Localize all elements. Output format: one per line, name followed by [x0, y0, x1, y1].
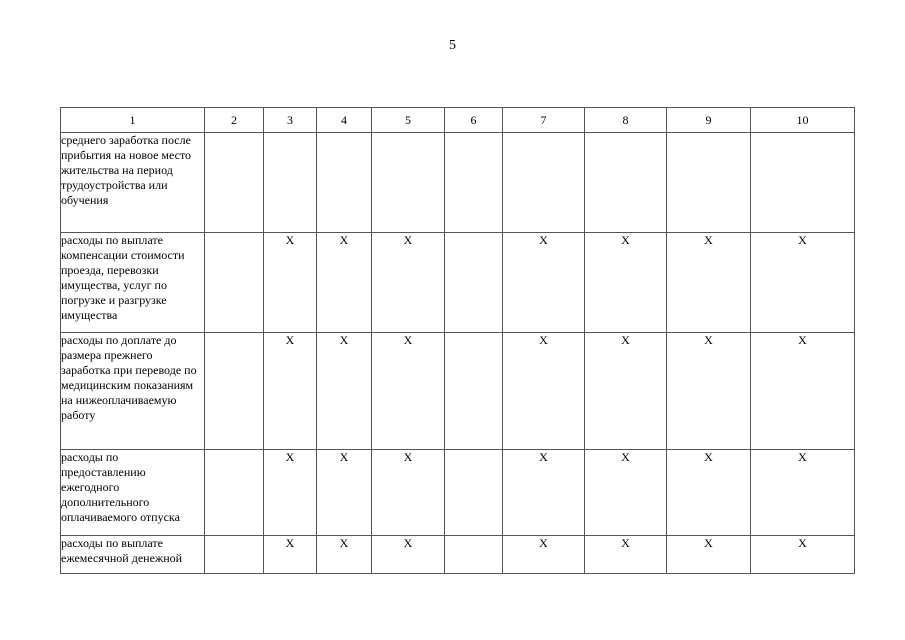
- table-cell: X: [667, 233, 751, 333]
- table-cell: [372, 133, 445, 233]
- table-cell: [445, 133, 503, 233]
- table-cell: X: [372, 233, 445, 333]
- column-header-10: 10: [751, 108, 855, 133]
- table-row: [61, 536, 855, 574]
- table-cell: X: [264, 333, 317, 450]
- page-number: 5: [449, 38, 456, 53]
- table-row: [61, 233, 855, 333]
- column-header-3: 3: [264, 108, 317, 133]
- table-cell: [585, 133, 667, 233]
- column-header-8: 8: [585, 108, 667, 133]
- row-description: расходы по доплате до размера прежнего заработка при переводе по медицинским показаниям на нижеоплачиваемую работу: [61, 333, 205, 450]
- column-header-7: 7: [503, 108, 585, 133]
- table-cell: X: [667, 333, 751, 450]
- table-row: [61, 450, 855, 536]
- table-cell: X: [264, 536, 317, 574]
- table-cell: X: [372, 536, 445, 574]
- table-cell: X: [372, 450, 445, 536]
- table-cell: [205, 233, 264, 333]
- table-cell: [205, 450, 264, 536]
- table-cell: [445, 233, 503, 333]
- row-description: расходы по выплате ежемесячной денежной: [61, 536, 205, 574]
- table-cell: X: [585, 450, 667, 536]
- table-cell: [667, 133, 751, 233]
- table-cell: [205, 133, 264, 233]
- table-cell: X: [317, 536, 372, 574]
- table-cell: [205, 333, 264, 450]
- data-table: [60, 107, 855, 574]
- column-header-9: 9: [667, 108, 751, 133]
- column-header-2: 2: [205, 108, 264, 133]
- header-row: [61, 108, 855, 133]
- table-cell: X: [503, 450, 585, 536]
- table-cell: X: [667, 536, 751, 574]
- table-cell: X: [264, 233, 317, 333]
- table-cell: X: [585, 536, 667, 574]
- table-cell: X: [503, 333, 585, 450]
- table-cell: [445, 450, 503, 536]
- table-row: [61, 333, 855, 450]
- row-description: расходы по выплате компенсации стоимости проезда, перевозки имущества, услуг по погрузке и разгрузке имущества: [61, 233, 205, 333]
- table-cell: X: [751, 233, 855, 333]
- table-cell: X: [372, 333, 445, 450]
- table-cell: X: [751, 536, 855, 574]
- table-cell: X: [317, 233, 372, 333]
- table-cell: [503, 133, 585, 233]
- table-cell: X: [751, 450, 855, 536]
- table-cell: X: [264, 450, 317, 536]
- table-cell: X: [503, 536, 585, 574]
- table-cell: X: [317, 450, 372, 536]
- table-cell: [445, 333, 503, 450]
- table-row: [61, 133, 855, 233]
- table-cell: [751, 133, 855, 233]
- column-header-5: 5: [372, 108, 445, 133]
- row-description: среднего заработка после прибытия на новое место жительства на период трудоустройства или обучения: [61, 133, 205, 233]
- table-cell: [317, 133, 372, 233]
- row-description: расходы по предоставлению ежегодного дополнительного оплачиваемого отпуска: [61, 450, 205, 536]
- table-cell: X: [585, 233, 667, 333]
- table-cell: [445, 536, 503, 574]
- table-cell: X: [317, 333, 372, 450]
- table-cell: X: [585, 333, 667, 450]
- table-cell: X: [667, 450, 751, 536]
- column-header-6: 6: [445, 108, 503, 133]
- column-header-4: 4: [317, 108, 372, 133]
- table-cell: [264, 133, 317, 233]
- column-header-1: 1: [61, 108, 205, 133]
- table-cell: X: [503, 233, 585, 333]
- table-cell: [205, 536, 264, 574]
- table-cell: X: [751, 333, 855, 450]
